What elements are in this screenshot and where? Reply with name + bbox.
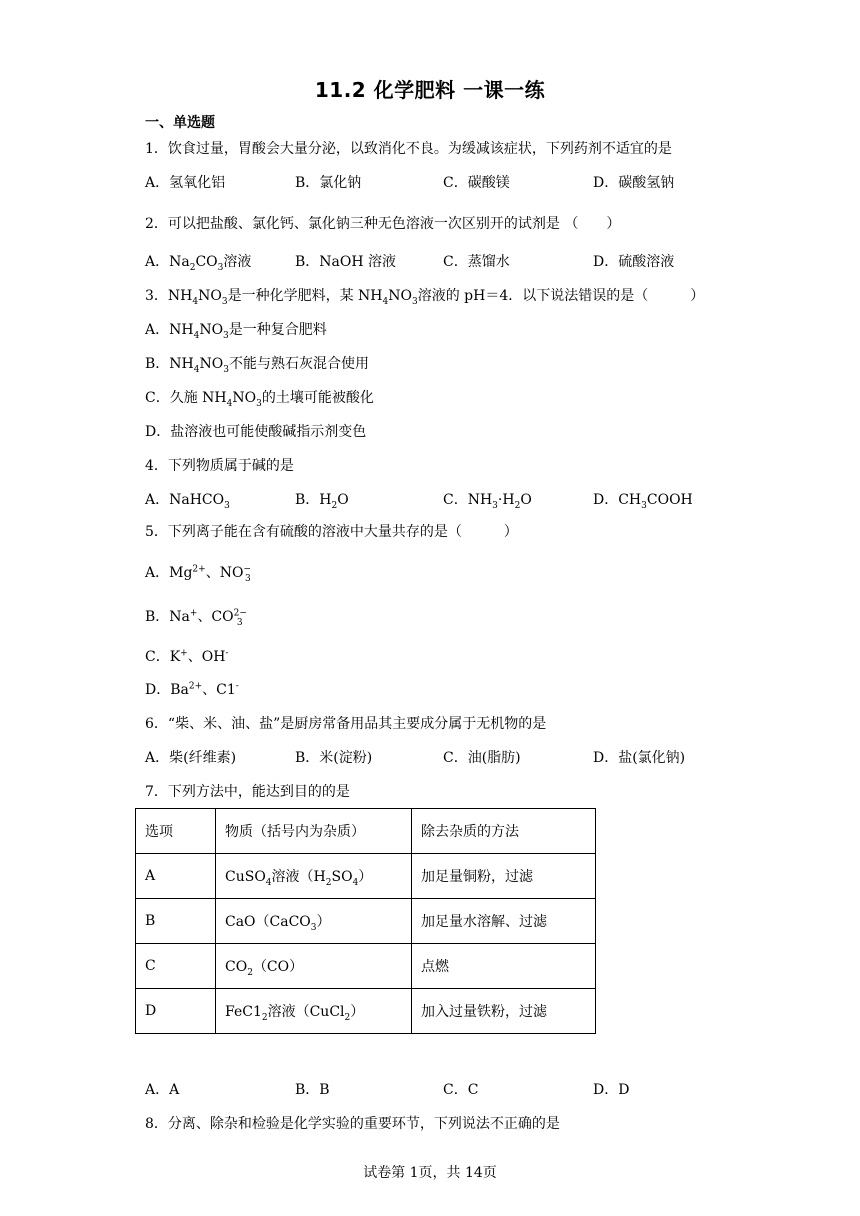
ion-charge bbox=[243, 563, 250, 583]
text: NO bbox=[232, 390, 257, 406]
text: O bbox=[337, 492, 349, 508]
page-footer: 试卷第 1页，共 14页 bbox=[363, 1165, 497, 1181]
table-cell-method: 加足量铜粉，过滤 bbox=[412, 854, 596, 899]
text: CO bbox=[225, 959, 248, 975]
question-3-option-a bbox=[145, 320, 327, 340]
superscript: + bbox=[180, 648, 188, 659]
subscript: 2 bbox=[189, 262, 196, 273]
text: 、C1 bbox=[202, 682, 236, 698]
text: NO bbox=[199, 356, 224, 372]
text: 3．NH bbox=[145, 288, 193, 304]
table-cell-substance bbox=[216, 944, 412, 989]
question-1-stem: 1．饮食过量，胃酸会大量分泌，以致消化不良。为缓减该症状，下列药剂不适宜的是 bbox=[145, 141, 672, 157]
subscript: 3 bbox=[217, 262, 224, 273]
table-header-cell: 物质（括号内为杂质） bbox=[216, 809, 412, 854]
text: 、NO bbox=[205, 565, 244, 581]
question-5-option-d bbox=[145, 680, 239, 700]
question-8-stem: 8．分离、除杂和检验是化学实验的重要环节，下列说法不正确的是 bbox=[145, 1116, 560, 1132]
table-cell-substance bbox=[216, 989, 412, 1034]
question-5-option-a bbox=[145, 563, 251, 583]
option-d: D．碳酸氢钠 bbox=[593, 175, 675, 191]
subscript: 3 bbox=[223, 364, 229, 375]
subscript: 4 bbox=[382, 296, 389, 307]
table-cell-option: A bbox=[136, 854, 216, 899]
subscript: 4 bbox=[352, 877, 359, 888]
table-cell-option: D bbox=[136, 989, 216, 1034]
option-a: A．氢氧化铝 bbox=[145, 175, 226, 191]
subscript: 4 bbox=[192, 296, 199, 307]
subscript: 4 bbox=[193, 330, 200, 341]
text: C．NH bbox=[443, 492, 493, 508]
text: ） bbox=[316, 914, 331, 930]
subscript: 3 bbox=[256, 398, 262, 409]
page-title: 11.2 化学肥料 一课一练 bbox=[314, 78, 546, 102]
subscript: 4 bbox=[265, 877, 272, 888]
option-c bbox=[443, 490, 532, 510]
option-b: B．B bbox=[295, 1082, 330, 1098]
superscript: + bbox=[189, 608, 198, 619]
table-cell-method: 加足量水溶解、过滤 bbox=[412, 899, 596, 944]
question-7-options bbox=[145, 1080, 745, 1100]
text: FeC1 bbox=[225, 1004, 262, 1020]
text: 是一种化学肥料，某 NH bbox=[227, 288, 383, 304]
question-3-stem bbox=[145, 286, 704, 306]
option-b: B．NaOH 溶液 bbox=[295, 254, 397, 270]
text: NO bbox=[388, 288, 412, 304]
subscript: 2 bbox=[344, 1012, 351, 1023]
option-a: A．柴(纤维素) bbox=[145, 750, 237, 766]
superscript: 2+ bbox=[192, 564, 206, 575]
text: 溶液（H bbox=[271, 869, 326, 885]
option-a bbox=[145, 490, 230, 510]
subscript: 3 bbox=[236, 617, 243, 628]
text: C．久施 NH bbox=[145, 390, 227, 406]
superscript: - bbox=[235, 681, 239, 692]
superscript: - bbox=[225, 648, 229, 659]
text: NO bbox=[199, 322, 224, 338]
option-d: D．D bbox=[593, 1082, 630, 1098]
text: COOH bbox=[646, 492, 693, 508]
text: 溶液 bbox=[223, 254, 252, 270]
question-4-stem: 4．下列物质属于碱的是 bbox=[145, 458, 294, 474]
table-row bbox=[136, 989, 596, 1034]
option-b: B．米(淀粉) bbox=[295, 750, 373, 766]
subscript: 2 bbox=[331, 500, 338, 511]
subscript: 3 bbox=[492, 500, 498, 511]
table-cell-substance bbox=[216, 899, 412, 944]
text: A．Na bbox=[145, 254, 190, 270]
option-c: C．C bbox=[443, 1082, 479, 1098]
option-b: B．氯化钠 bbox=[295, 175, 362, 191]
subscript: 3 bbox=[224, 500, 230, 511]
table-header-row bbox=[136, 809, 596, 854]
option-d: D．硫酸溶液 bbox=[593, 254, 675, 270]
text: SO bbox=[331, 869, 353, 885]
option-d: D．盐(氯化钠) bbox=[593, 750, 686, 766]
text: 溶液的 pH＝4．以下说法错误的是（ ） bbox=[417, 288, 705, 304]
option-b bbox=[295, 490, 349, 510]
subscript: 2 bbox=[261, 1012, 268, 1023]
option-a: A．A bbox=[145, 1082, 180, 1098]
text: O bbox=[520, 492, 532, 508]
table-header-cell: 选项 bbox=[136, 809, 216, 854]
option-c: C．油(脂肪) bbox=[443, 750, 521, 766]
section-heading: 一、单选题 bbox=[145, 115, 215, 131]
question-7-stem: 7．下列方法中，能达到目的的是 bbox=[145, 784, 350, 800]
text: 是一种复合肥料 bbox=[228, 322, 327, 338]
text: NO bbox=[198, 288, 222, 304]
option-c: C．碳酸镁 bbox=[443, 175, 510, 191]
question-6-stem: 6．“柴、米、油、盐”是厨房常备用品其主要成分属于无机物的是 bbox=[145, 716, 547, 732]
question-5-stem: 5．下列离子能在含有硫酸的溶液中大量共存的是（ ） bbox=[145, 524, 518, 540]
text: D．Ba bbox=[145, 682, 189, 698]
question-6-options bbox=[145, 748, 745, 768]
question-3-option-b bbox=[145, 354, 369, 374]
question-5-option-c bbox=[145, 647, 228, 667]
subscript: 3 bbox=[223, 330, 229, 341]
table-cell-method: 加入过量铁粉，过滤 bbox=[412, 989, 596, 1034]
text: D．CH bbox=[593, 492, 642, 508]
text: 不能与熟石灰混合使用 bbox=[228, 356, 369, 372]
option-c: C．蒸馏水 bbox=[443, 254, 510, 270]
subscript: 3 bbox=[641, 500, 647, 511]
text: CaO（CaCO bbox=[225, 914, 311, 930]
text: ） bbox=[358, 869, 373, 885]
text: 、OH bbox=[187, 649, 226, 665]
subscript: 3 bbox=[221, 296, 228, 307]
option-d bbox=[593, 490, 693, 510]
text: ·H bbox=[497, 492, 515, 508]
text: A．NaHCO bbox=[145, 492, 225, 508]
option-a bbox=[145, 252, 251, 272]
question-4-options bbox=[145, 490, 745, 510]
text: ） bbox=[350, 1004, 365, 1020]
text: 溶液（CuCl bbox=[267, 1004, 345, 1020]
subscript: 2 bbox=[514, 500, 521, 511]
table-cell-method: 点燃 bbox=[412, 944, 596, 989]
text: B．Na bbox=[145, 609, 190, 625]
subscript: 4 bbox=[193, 364, 200, 375]
superscript: 2− bbox=[233, 608, 247, 619]
question-5-option-b bbox=[145, 607, 247, 628]
question-2-stem: 2．可以把盐酸、氯化钙、氯化钠三种无色溶液一次区别开的试剂是 （ ） bbox=[145, 216, 621, 232]
text: A．NH bbox=[145, 322, 194, 338]
table-cell-option: B bbox=[136, 899, 216, 944]
superscript: 2+ bbox=[188, 681, 203, 692]
table-cell-option: C bbox=[136, 944, 216, 989]
table-row bbox=[136, 854, 596, 899]
subscript: 3 bbox=[411, 296, 418, 307]
table-row bbox=[136, 944, 596, 989]
subscript: 3 bbox=[244, 573, 251, 584]
superscript: − bbox=[243, 564, 251, 575]
text: 的土壤可能被酸化 bbox=[261, 390, 374, 406]
ion-charge bbox=[233, 607, 247, 628]
question-7-table bbox=[135, 808, 596, 1034]
question-2-options bbox=[145, 252, 745, 272]
table-cell-substance bbox=[216, 854, 412, 899]
subscript: 2 bbox=[247, 967, 253, 978]
text: B．H bbox=[295, 492, 332, 508]
text: （CO） bbox=[252, 959, 304, 975]
subscript: 3 bbox=[310, 922, 317, 933]
text: B．NH bbox=[145, 356, 194, 372]
text: A．Mg bbox=[145, 565, 193, 581]
question-3-option-c bbox=[145, 388, 374, 408]
subscript: 2 bbox=[325, 877, 332, 888]
table-header-cell: 除去杂质的方法 bbox=[412, 809, 596, 854]
table-row bbox=[136, 899, 596, 944]
question-1-options bbox=[145, 173, 745, 193]
subscript: 4 bbox=[226, 398, 233, 409]
text: 、CO bbox=[197, 609, 234, 625]
text: CuSO bbox=[225, 869, 266, 885]
text: C．K bbox=[145, 649, 181, 665]
text: CO bbox=[195, 254, 218, 270]
question-3-option-d: D．盐溶液也可能使酸碱指示剂变色 bbox=[145, 424, 367, 440]
